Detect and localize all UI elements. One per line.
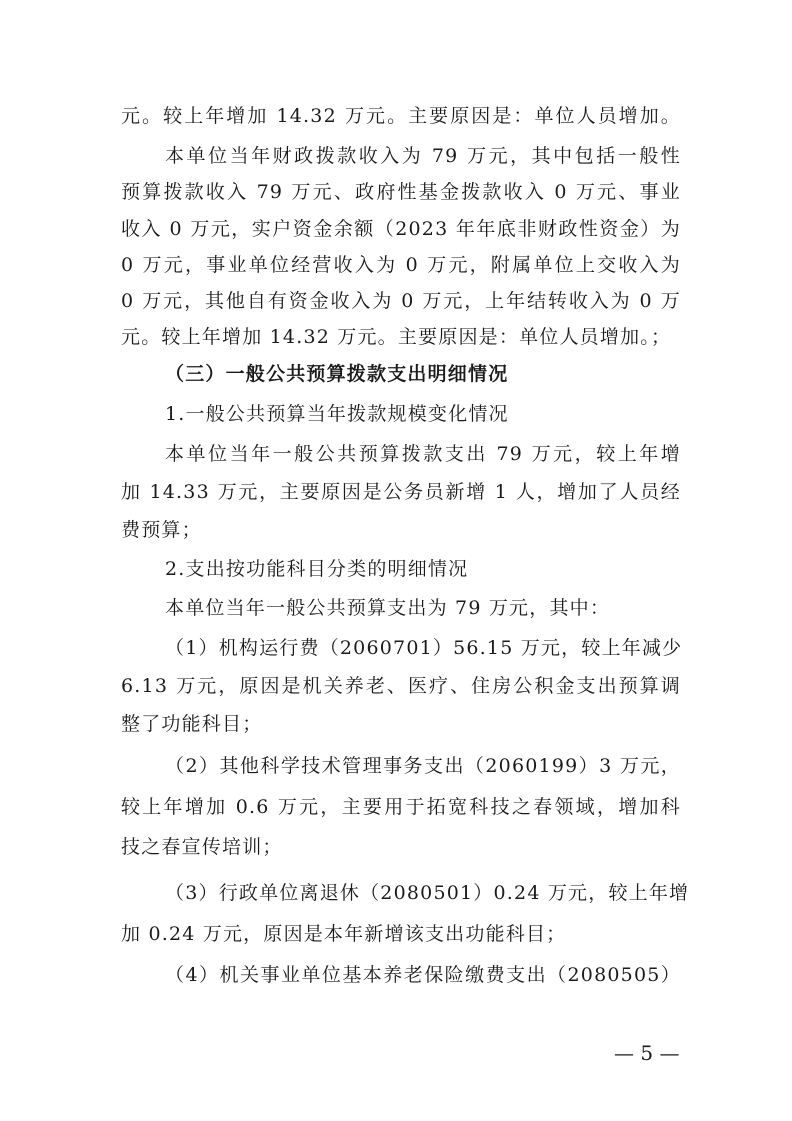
- paragraph-line: 0 万元，其他自有资金收入为 0 万元，上年结转收入为 0 万: [121, 290, 681, 312]
- section-heading: （三）一般公共预算拨款支出明细情况: [165, 363, 509, 385]
- list-item-line: （3）行政单位离退休（2080501）0.24 万元，较上年增: [165, 882, 690, 904]
- subsection-heading: 1.一般公共预算当年拨款规模变化情况: [165, 403, 509, 425]
- paragraph-line: 加 14.33 万元，主要原因是公务员新增 1 人，增加了人员经: [121, 481, 681, 503]
- paragraph-line: 本单位当年一般公共预算支出为 79 万元，其中：: [165, 597, 611, 619]
- list-item-line: 整了功能科目；: [121, 713, 263, 735]
- paragraph-line: 预算拨款收入 79 万元、政府性基金拨款收入 0 万元、事业: [121, 181, 681, 203]
- list-item-line: （4）机关事业单位基本养老保险缴费支出（2080505）: [165, 964, 681, 986]
- list-item-line: 较上年增加 0.6 万元，主要用于拓宽科技之春领域，增加科: [121, 796, 681, 818]
- page-number: — 5 —: [614, 1041, 680, 1065]
- list-item-line: 技之春宣传培训；: [121, 836, 283, 858]
- list-item-line: 6.13 万元，原因是机关养老、医疗、住房公积金支出预算调: [121, 675, 681, 697]
- list-item-line: 加 0.24 万元，原因是本年新增该支出功能科目；: [121, 923, 567, 945]
- paragraph-line: 元。较上年增加 14.32 万元。主要原因是：单位人员增加。: [121, 105, 681, 127]
- paragraph-line: 本单位当年一般公共预算拨款支出 79 万元，较上年增: [165, 443, 681, 465]
- paragraph-line: 费预算；: [121, 519, 202, 541]
- paragraph-line: 0 万元，事业单位经营收入为 0 万元，附属单位上交收入为: [121, 254, 681, 276]
- subsection-heading: 2.支出按功能科目分类的明细情况: [165, 558, 469, 580]
- list-item-line: （2）其他科学技术管理事务支出（2060199）3 万元，: [165, 755, 681, 777]
- paragraph-line: 本单位当年财政拨款收入为 79 万元，其中包括一般性: [165, 145, 681, 167]
- paragraph-line: 收入 0 万元，实户资金余额（2023 年年底非财政性资金）为: [121, 218, 681, 240]
- paragraph-line: 元。较上年增加 14.32 万元。主要原因是：单位人员增加。；: [121, 326, 672, 348]
- list-item-line: （1）机构运行费（2060701）56.15 万元，较上年减少: [165, 637, 683, 659]
